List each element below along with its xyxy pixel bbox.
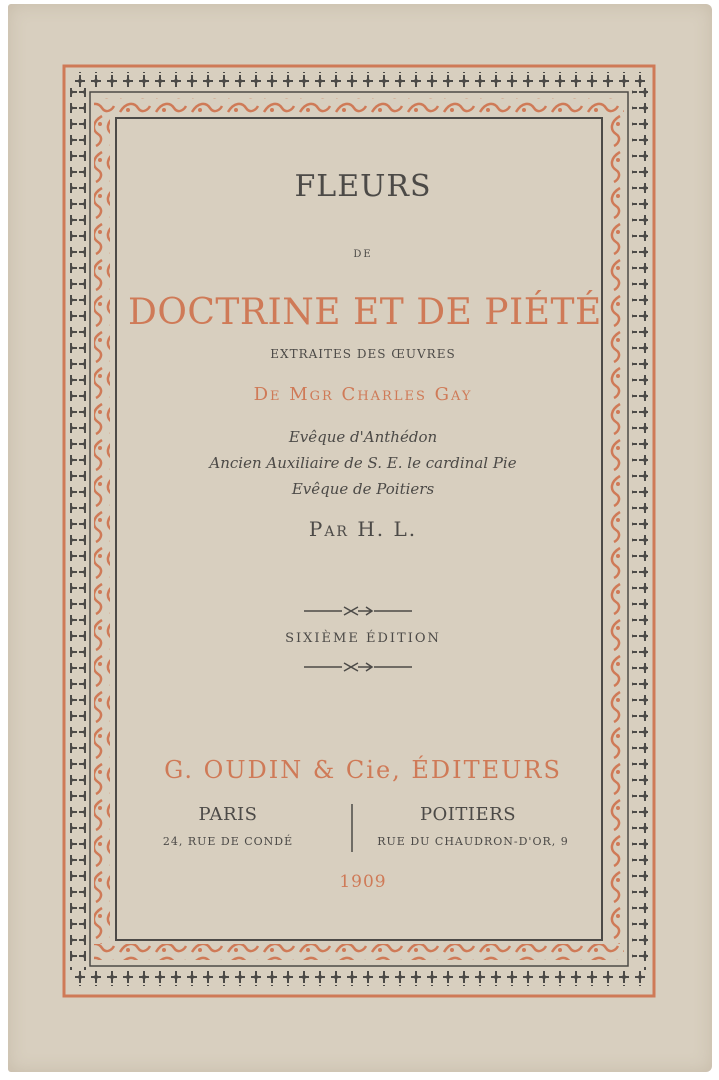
book-cover bbox=[8, 4, 712, 1072]
main-title: DOCTRINE ET DE PIÉTÉ bbox=[128, 292, 602, 333]
author-title-line: Evêque d'Anthédon bbox=[288, 428, 438, 446]
publisher-name: G. OUDIN & Cie, ÉDITEURS bbox=[164, 756, 562, 784]
address-poitiers: RUE DU CHAUDRON-D'OR, 9 bbox=[377, 835, 569, 848]
title-fleurs: FLEURS bbox=[294, 169, 432, 204]
address-paris: 24, RUE DE CONDÉ bbox=[162, 835, 294, 848]
author-name: De Mgr Charles Gay bbox=[253, 384, 473, 405]
author-title-line: Evêque de Poitiers bbox=[291, 480, 435, 498]
divider-top bbox=[304, 607, 412, 615]
subtitle-extraites: EXTRAITES DES ŒUVRES bbox=[270, 347, 456, 361]
city-paris: PARIS bbox=[198, 804, 258, 825]
author-title-line: Ancien Auxiliaire de S. E. le cardinal Pie bbox=[209, 454, 517, 472]
city-poitiers: POITIERS bbox=[419, 804, 517, 825]
edition-label: SIXIÈME ÉDITION bbox=[285, 631, 441, 646]
divider-bottom bbox=[304, 663, 412, 671]
compiler-credit: Par H. L. bbox=[308, 517, 418, 541]
title-de: DE bbox=[353, 249, 373, 260]
publication-year: 1909 bbox=[339, 872, 387, 892]
